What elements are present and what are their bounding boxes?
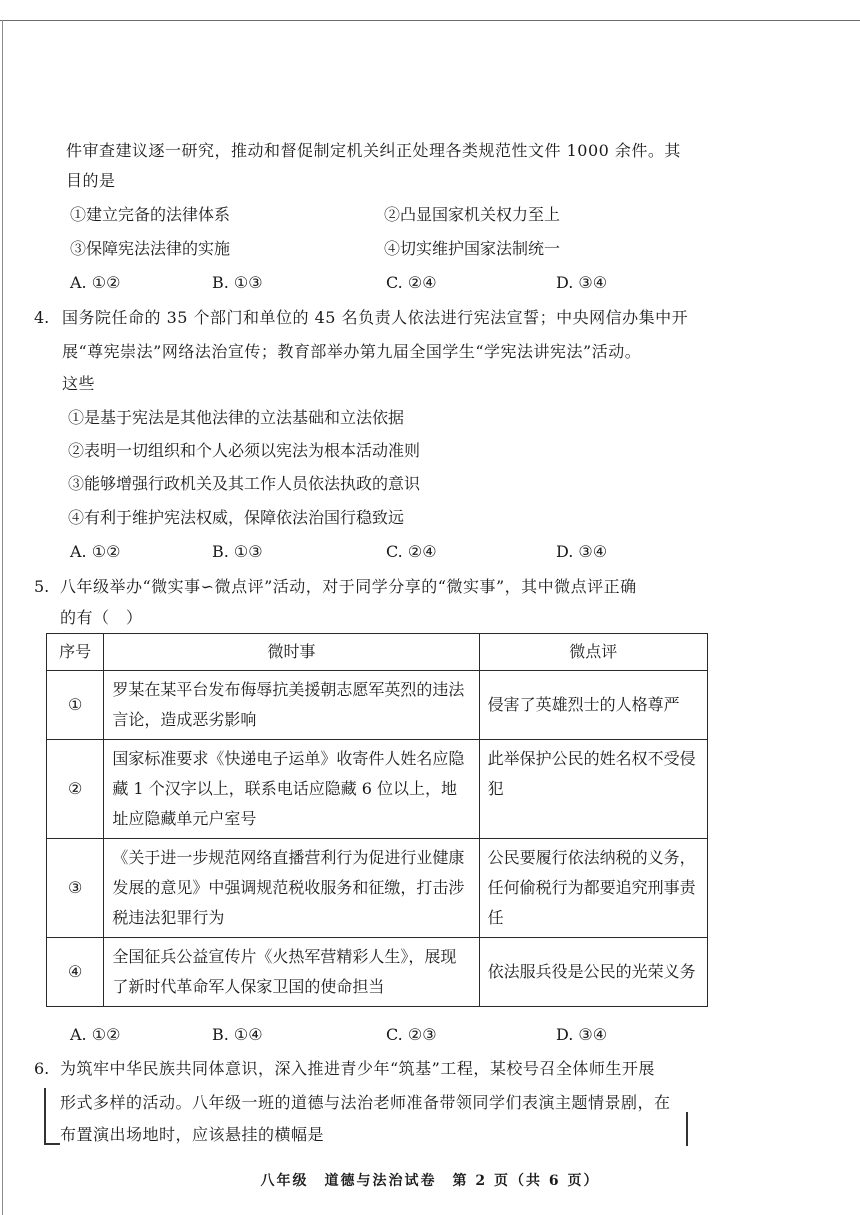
- row-comment: 侵害了英雄烈士的人格尊严: [479, 671, 707, 740]
- q4-choice-b: B. ①③: [212, 542, 263, 561]
- q3-choice-d: D. ③④: [556, 273, 608, 292]
- q3-line2: 目的是: [66, 171, 116, 190]
- q4-choice-a: A. ①②: [70, 542, 121, 561]
- row-comment: 依法服兵役是公民的光荣义务: [479, 938, 707, 1007]
- q5-choice-d: D. ③④: [556, 1025, 608, 1044]
- q3-statement-4: ④切实维护国家法制统一: [384, 239, 561, 258]
- header-number: 序号: [47, 634, 104, 671]
- header-event: 微时事: [104, 634, 479, 671]
- table-row: [47, 938, 708, 1007]
- q6-line2: 形式多样的活动。八年级一班的道德与法治老师准备带领同学们表演主题情景剧，在: [60, 1093, 671, 1112]
- scan-mark-left: [44, 1088, 46, 1144]
- q3-choice-a: A. ①②: [70, 273, 121, 292]
- header-comment: 微点评: [479, 634, 707, 671]
- q6-line3: 布置演出场地时，应该悬挂的横幅是: [60, 1125, 325, 1144]
- q4-line1: 国务院任命的 35 个部门和单位的 45 名负责人依法进行宪法宣誓；中央网信办集中开: [62, 308, 689, 327]
- page-footer: 八年级 道德与法治试卷 第 2 页（共 6 页）: [260, 1173, 600, 1189]
- q5-choice-b: B. ①④: [212, 1025, 263, 1044]
- q4-choice-d: D. ③④: [556, 542, 608, 561]
- table-header-row: [47, 634, 708, 671]
- q4-line3: 这些: [62, 374, 96, 393]
- q3-line1: 件审查建议逐一研究，推动和督促制定机关纠正处理各类规范性文件 1000 余件。其: [66, 141, 681, 160]
- q4-line2: 展“尊宪崇法”网络法治宣传；教育部举办第九届全国学生“学宪法讲宪法”活动。: [62, 342, 642, 361]
- table-row: [47, 740, 708, 839]
- q5-choice-a: A. ①②: [70, 1025, 121, 1044]
- q3-choice-b: B. ①③: [212, 273, 263, 292]
- q4-statement-2: ②表明一切组织和个人必须以宪法为根本活动准则: [68, 441, 421, 460]
- q6-number: 6.: [34, 1059, 50, 1078]
- q4-number: 4.: [34, 308, 50, 327]
- q4-statement-3: ③能够增强行政机关及其工作人员依法执政的意识: [68, 474, 421, 493]
- row-number: ②: [47, 740, 104, 839]
- q3-statement-3: ③保障宪法法律的实施: [70, 239, 231, 258]
- q4-statement-1: ①是基于宪法是其他法律的立法基础和立法依据: [68, 408, 405, 427]
- page-top-border: [0, 20, 860, 21]
- q5-events-table: [46, 633, 708, 1007]
- q3-choice-c: C. ②④: [386, 273, 437, 292]
- row-number: ①: [47, 671, 104, 740]
- row-event: 国家标准要求《快递电子运单》收寄件人姓名应隐藏 1 个汉字以上，联系电话应隐藏 6 位以上，地址应隐藏单元户室号: [104, 740, 479, 839]
- row-event: 罗某在某平台发布侮辱抗美援朝志愿军英烈的违法言论，造成恶劣影响: [104, 671, 479, 740]
- row-number: ③: [47, 839, 104, 938]
- row-event: 《关于进一步规范网络直播营利行为促进行业健康发展的意见》中强调规范税收服务和征缴，打击涉税违法犯罪行为: [104, 839, 479, 938]
- q5-line1: 八年级举办“微实事∽微点评”活动，对于同学分享的“微实事”，其中微点评正确: [60, 577, 637, 596]
- q3-statement-1: ①建立完备的法律体系: [70, 205, 231, 224]
- q6-line1: 为筑牢中华民族共同体意识，深入推进青少年“筑基”工程，某校号召全体师生开展: [60, 1059, 655, 1078]
- scan-mark-right: [686, 1112, 688, 1146]
- table-row: [47, 671, 708, 740]
- q5-choice-c: C. ②③: [386, 1025, 437, 1044]
- q5-line2: 的有（ ）: [60, 608, 143, 627]
- page-left-border: [2, 20, 3, 1215]
- row-number: ④: [47, 938, 104, 1007]
- table-row: [47, 839, 708, 938]
- row-event: 全国征兵公益宣传片《火热军营精彩人生》，展现了新时代革命军人保家卫国的使命担当: [104, 938, 479, 1007]
- q3-statement-2: ②凸显国家机关权力至上: [384, 205, 561, 224]
- scan-mark-bottom: [44, 1143, 60, 1145]
- q5-number: 5.: [34, 577, 50, 596]
- q4-statement-4: ④有利于维护宪法权威，保障依法治国行稳致远: [68, 508, 405, 527]
- row-comment: 公民要履行依法纳税的义务，任何偷税行为都要追究刑事责任: [479, 839, 707, 938]
- row-comment: 此举保护公民的姓名权不受侵犯: [479, 740, 707, 839]
- q4-choice-c: C. ②④: [386, 542, 437, 561]
